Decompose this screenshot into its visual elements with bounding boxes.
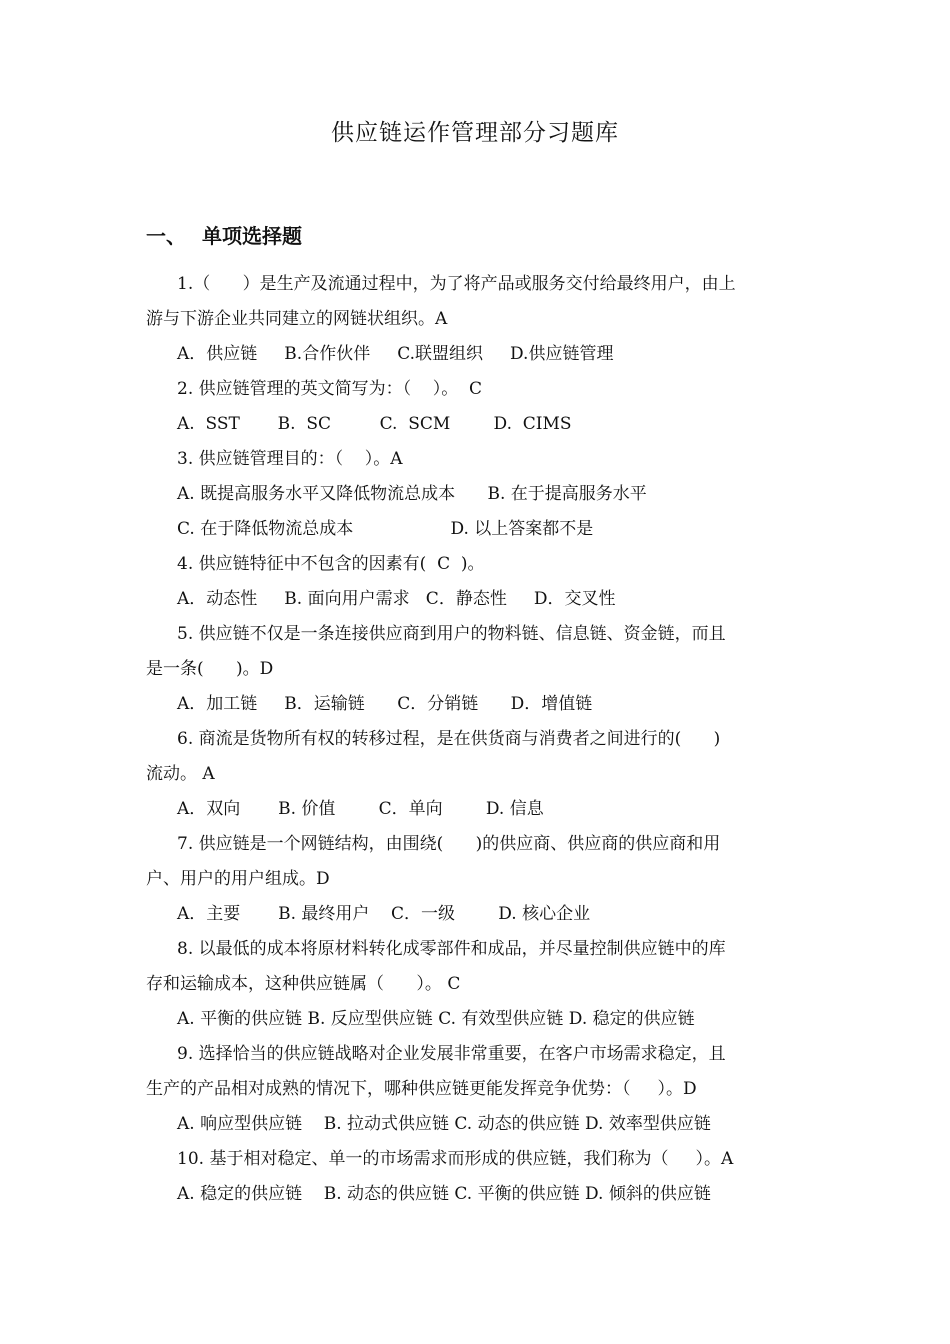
text-line: A．主要 B. 最终用户 C．一级 D. 核心企业 xyxy=(177,904,591,924)
text-line: A. 既提高服务水平又降低物流总成本 B. 在于提高服务水平 xyxy=(177,484,647,504)
text-line: A. 稳定的供应链 B. 动态的供应链 C. 平衡的供应链 D. 倾斜的供应链 xyxy=(177,1184,711,1204)
text-line: A. 响应型供应链 B. 拉动式供应链 C. 动态的供应链 D. 效率型供应链 xyxy=(177,1114,711,1134)
section-label: 单项选择题 xyxy=(202,224,302,248)
text-line: A．动态性 B. 面向用户需求 C．静态性 D．交叉性 xyxy=(177,589,616,609)
text-line: 游与下游企业共同建立的网链状组织。A xyxy=(146,309,448,329)
text-line: 5. 供应链不仅是一条连接供应商到用户的物料链、信息链、资金链，而且 xyxy=(177,624,726,644)
question-list xyxy=(146,267,808,1212)
text-line: 2. 供应链管理的英文简写为：（ ）。 C xyxy=(177,379,483,399)
section-number: 一、 xyxy=(146,224,186,248)
text-line: 3. 供应链管理目的：（ ）。A xyxy=(177,449,403,469)
document-title: 供应链运作管理部分习题库 xyxy=(331,120,619,146)
text-line: 10. 基于相对稳定、单一的市场需求而形成的供应链，我们称为（ ）。A xyxy=(177,1149,734,1169)
text-line: 是一条( )。D xyxy=(146,659,274,679)
text-line: A．双向 B. 价值 C．单向 D. 信息 xyxy=(177,799,544,819)
text-line: A．加工链 B．运输链 C．分销链 D．增值链 xyxy=(177,694,593,714)
text-line: 存和运输成本，这种供应链属（ ）。 C xyxy=(146,974,461,994)
text-line: 流动。 A xyxy=(146,764,215,784)
text-line: 8. 以最低的成本将原材料转化成零部件和成品，并尽量控制供应链中的库 xyxy=(177,939,726,959)
text-line: A. 平衡的供应链 B. 反应型供应链 C. 有效型供应链 D. 稳定的供应链 xyxy=(177,1009,695,1029)
text-line: A. SST B. SC C. SCM D. CIMS xyxy=(177,414,572,434)
text-line: C. 在于降低物流总成本 D. 以上答案都不是 xyxy=(177,519,594,539)
text-line: 户、用户的用户组成。D xyxy=(146,869,330,889)
text-line: 4. 供应链特征中不包含的因素有( C )。 xyxy=(177,554,485,574)
text-line: 1.（ ）是生产及流通过程中，为了将产品或服务交付给最终用户，由上 xyxy=(177,274,736,294)
text-line: A．供应链 B.合作伙伴 C.联盟组织 D.供应链管理 xyxy=(177,344,614,364)
text-line: 7. 供应链是一个网链结构，由围绕( )的供应商、供应商的供应商和用 xyxy=(177,834,721,854)
text-line: 生产的产品相对成熟的情况下，哪种供应链更能发挥竞争优势：（ ）。D xyxy=(146,1079,697,1099)
text-line: 6. 商流是货物所有权的转移过程，是在供货商与消费者之间进行的( ) xyxy=(177,729,721,749)
text-line: 9. 选择恰当的供应链战略对企业发展非常重要，在客户市场需求稳定，且 xyxy=(177,1044,726,1064)
section-heading xyxy=(146,222,302,250)
